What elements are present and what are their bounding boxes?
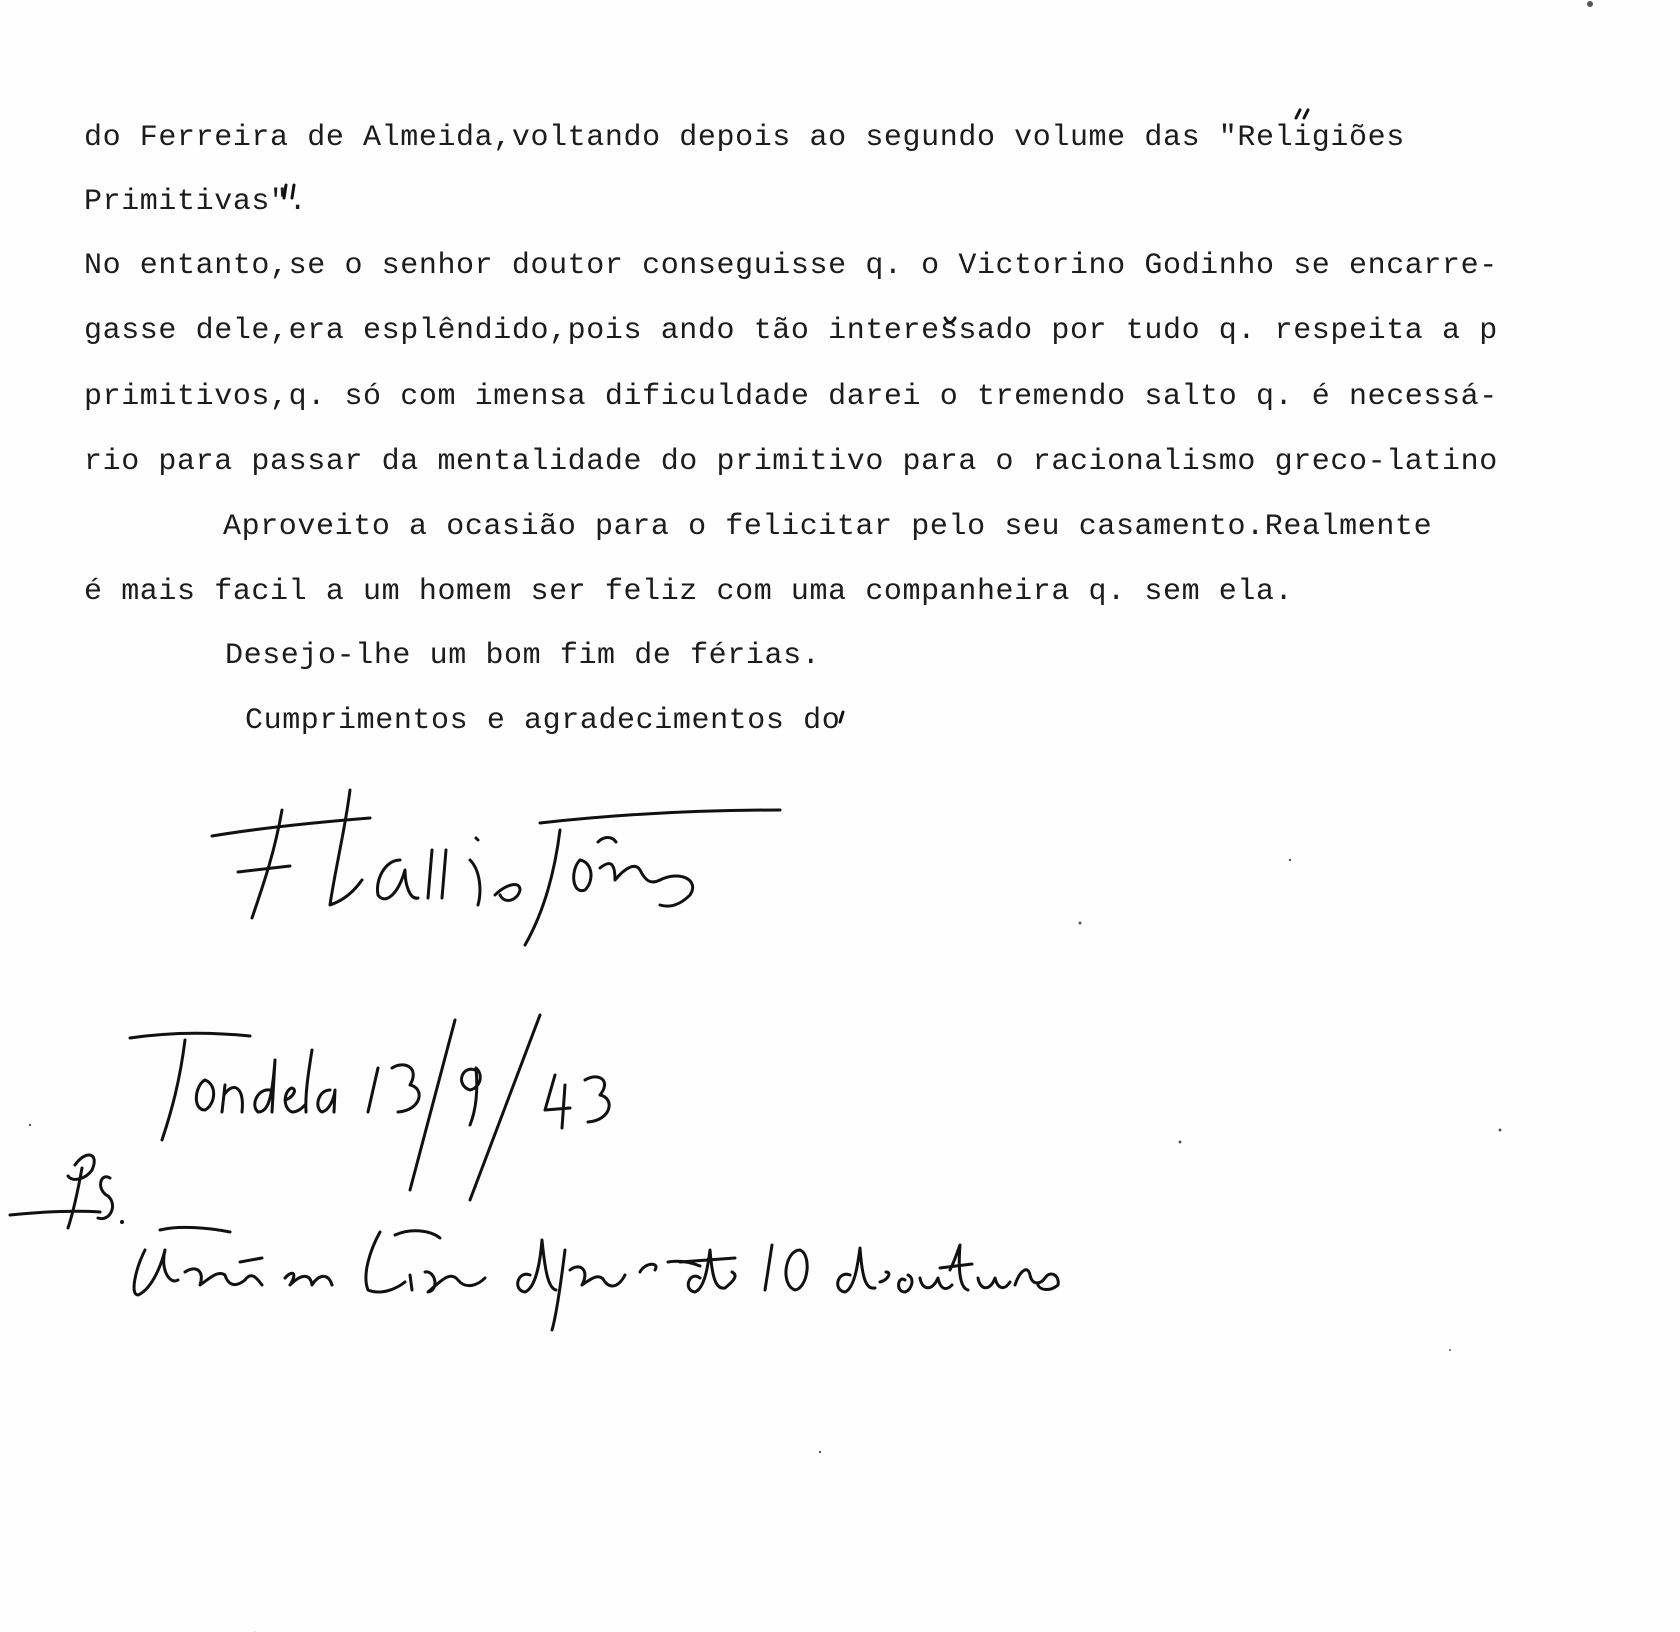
letter-line-9: Desejo-lhe um bom fim de férias. (225, 639, 821, 673)
signature (212, 790, 780, 945)
correction-marks (284, 110, 1308, 722)
letter-line-2: Primitivas". (84, 185, 308, 219)
place-date (130, 1015, 609, 1200)
paper-specks (29, 1, 1593, 1632)
ps-mark (10, 1155, 124, 1228)
letter-line-8: é mais facil a um homem ser feliz com uma companheira q. sem ela. (84, 575, 1294, 609)
letter-line-1: do Ferreira de Almeida,voltando depois ao segundo volume das "Religiões (84, 121, 1405, 155)
letter-line-3: No entanto,se o senhor doutor conseguisse q. o Victorino Godinho se encarre- (84, 249, 1498, 283)
letter-line-7: Aproveito a ocasião para o felicitar pelo seu casamento.Realmente (223, 510, 1433, 544)
letter-line-5: primitivos,q. só com imensa dificuldade darei o tremendo salto q. é necessá- (84, 380, 1498, 414)
letter-line-10: Cumprimentos e agradecimentos do (245, 704, 841, 738)
letter-line-6: rio para passar da mentalidade do primitivo para o racionalismo greco-latino (84, 445, 1498, 479)
letter-line-4: gasse dele,era esplêndido,pois ando tão interessado por tudo q. respeita a p (84, 314, 1498, 348)
ps-text (134, 1227, 1058, 1330)
